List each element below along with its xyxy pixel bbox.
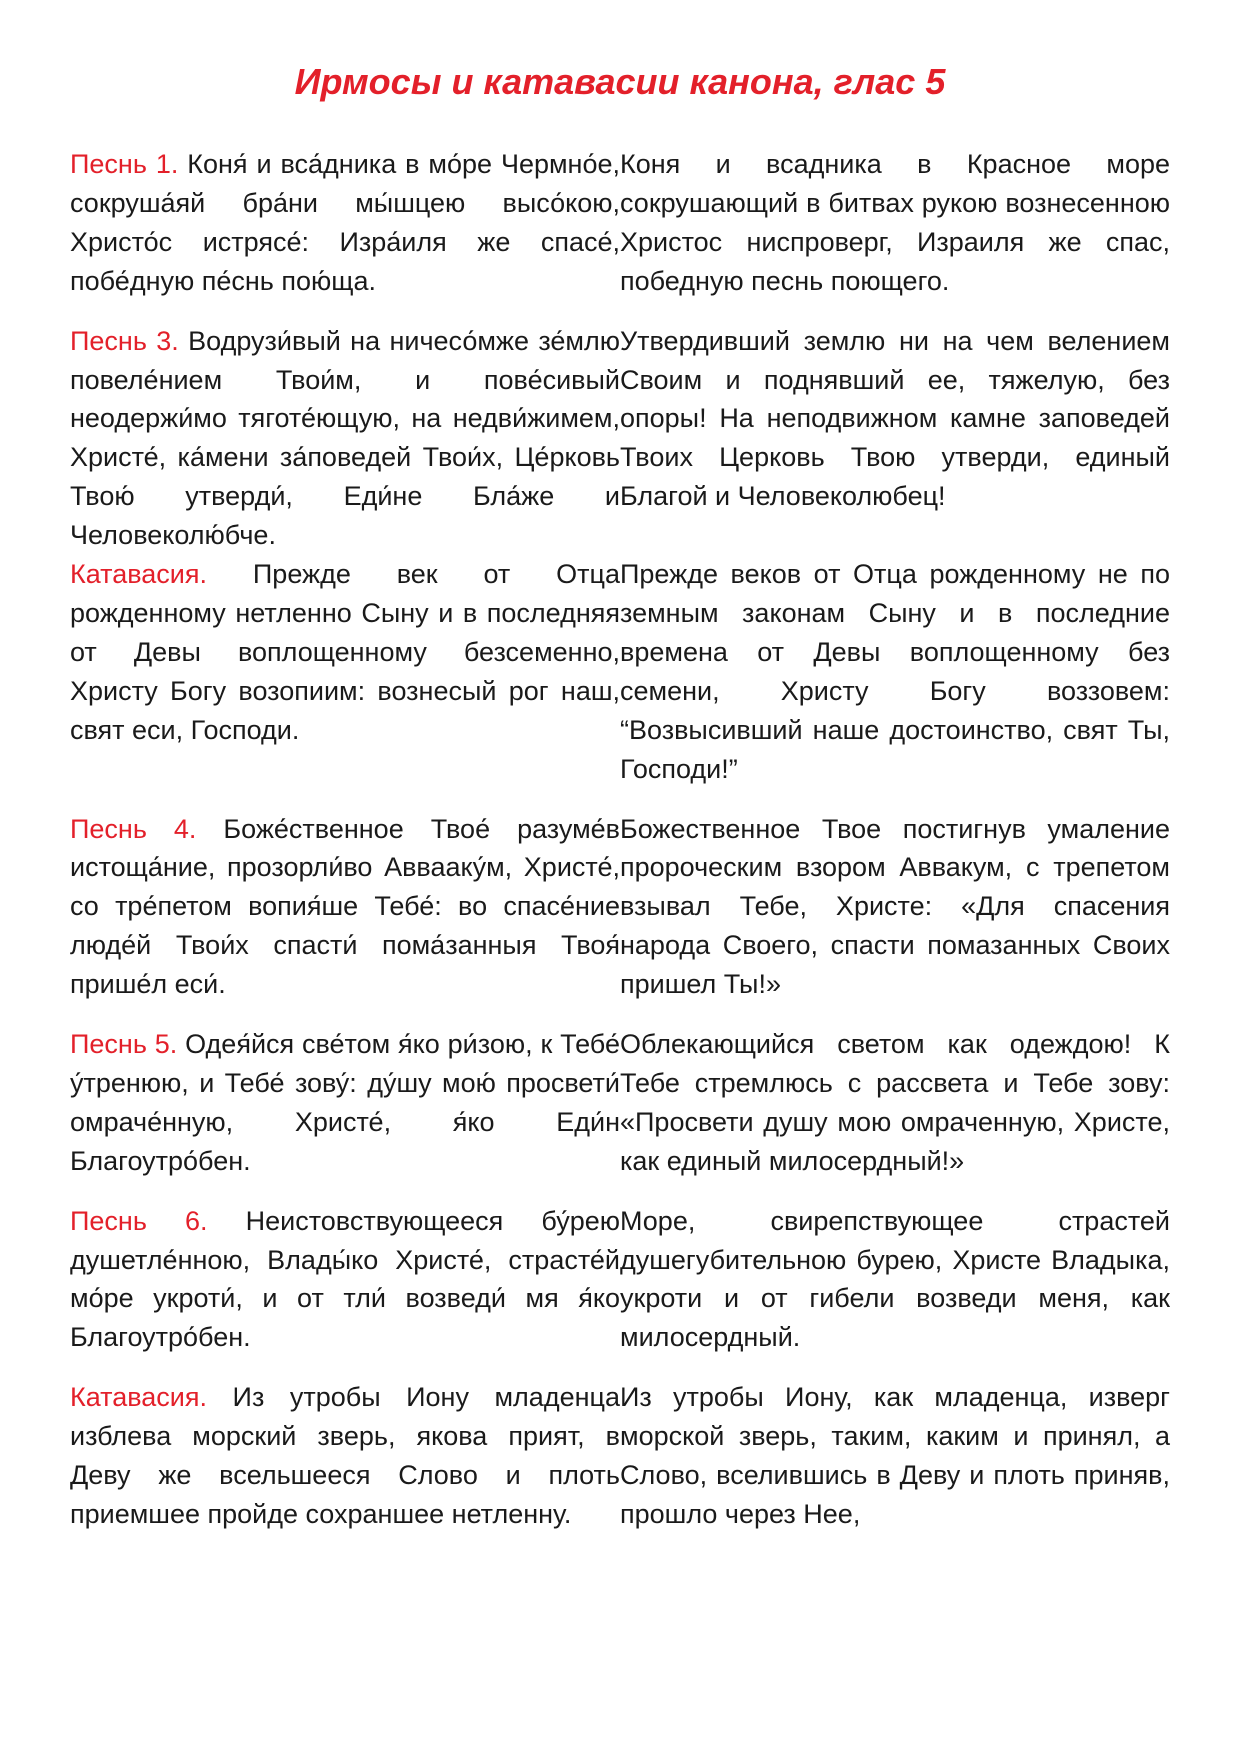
slavonic-body: Из утробы Иону младенца изблева морский зверь, якова прият, в Деву же всельшееся Слово и плоть приемшее пройде сохраншее нетленну. bbox=[70, 1382, 620, 1529]
russian-text: Утвердивший землю ни на чем велением Своим и поднявший ее, тяжелую, без опоры! На неподвижном камне заповедей Твоих Церковь Твою утверди, единый Благой и Человеколюбец! bbox=[620, 325, 1170, 512]
section-row-ode-6 bbox=[70, 1202, 1170, 1358]
slavonic-text bbox=[70, 1202, 620, 1358]
russian-text: Прежде веков от Отца рожденному не по земным законам Сыну и в последние времена от Девы воплощенному без семени, Христу Богу воззовем: “Возвысивший наше достоинство, свят Ты, Господи!” bbox=[620, 559, 1170, 784]
section-label: Песнь 6. bbox=[70, 1205, 208, 1236]
slavonic-text bbox=[70, 1378, 620, 1534]
page-title: Ирмосы и катавасии канона, глас 5 bbox=[294, 61, 946, 102]
slavonic-body: Неистовствующееся бу́рею душетле́нною, Влады́ко Христе́, страсте́й мо́ре укроти́, и от тли́ возведи́ мя я́ко Благоутро́бен. bbox=[70, 1205, 620, 1353]
slavonic-text bbox=[70, 555, 620, 788]
section-label: Песнь 1. bbox=[70, 149, 179, 179]
canon-text bbox=[70, 145, 1170, 1534]
russian-text: Облекающийся светом как одеждою! К Тебе стремлюсь с рассвета и Тебе зову: «Просвети душу мою омраченную, Христе, как единый милосердный!» bbox=[620, 1029, 1170, 1176]
russian-text: Божественное Твое постигнув умаление пророческим взором Аввакум, с трепетом взывал Тебе, Христе: «Для спасения народа Своего, спасти помазанных Своих пришел Ты!» bbox=[620, 813, 1170, 1000]
section-label: Песнь 5. bbox=[70, 1029, 178, 1060]
slavonic-body: Прежде век от Отца рожденному нетленно Сыну и в последняя от Девы воплощенному безсеменно, Христу Богу возопиим: вознесый рог наш, свят еси, Господи. bbox=[70, 559, 620, 745]
slavonic-text bbox=[70, 810, 620, 1005]
slavonic-text bbox=[70, 145, 620, 301]
section-row-ode-4 bbox=[70, 810, 1170, 1005]
slavonic-body: Боже́ственное Твое́ разуме́в истоща́ние, прозорли́во Аввааку́м, Христе́, со тре́петом вопия́ше Тебе́: во спасе́ние люде́й Твои́х спасти́ пома́занныя Твоя́ прише́л еси́. bbox=[70, 813, 620, 1000]
section-label: Песнь 3. bbox=[70, 325, 179, 356]
slavonic-text bbox=[70, 322, 620, 555]
slavonic-body: Одея́йся све́том я́ко ри́зою, к Тебе́ у́тренюю, и Тебе́ зову́: ду́шу мою́ просвети́ омраче́нную, Христе́, я́ко Еди́н Благоутро́бен. bbox=[70, 1029, 620, 1176]
section-row-ode-1 bbox=[70, 145, 1170, 301]
slavonic-body: Коня́ и вса́дника в мо́ре Чермно́е, сокруша́яй бра́ни мы́шцею высо́кою, Христо́с истрясе́: Изра́иля же спасе́, побе́дную пе́снь пою́ща. bbox=[70, 149, 620, 296]
russian-text: Коня и всадника в Красное море сокрушающий в битвах рукою вознесенною Христос ниспроверг, Израиля же спас, победную песнь поющего. bbox=[620, 149, 1170, 296]
section-label: Катавасия. bbox=[70, 1382, 207, 1413]
section-row-ode-5 bbox=[70, 1025, 1170, 1181]
section-label: Катавасия. bbox=[70, 559, 207, 590]
slavonic-text bbox=[70, 1025, 620, 1181]
section-row-ode-3 bbox=[70, 322, 1170, 555]
section-row-katavasia-1 bbox=[70, 555, 1170, 788]
section-row-katavasia-2 bbox=[70, 1378, 1170, 1534]
russian-text: Из утробы Иону, как младенца, изверг морской зверь, таким, каким и принял, а Слово, вселившись в Деву и плоть приняв, прошло через Нее, bbox=[620, 1382, 1170, 1529]
russian-text: Море, свирепствующее страстей душегубительною бурею, Христе Владыка, укроти и от гибели возведи меня, как милосердный. bbox=[620, 1205, 1170, 1353]
slavonic-body: Водрузи́вый на ничесо́мже зе́млю повеле́нием Твои́м, и пове́сивый неодержи́мо тяготе́ющую, на недви́жимем, Христе́, ка́мени за́поведей Твои́х, Це́рковь Твою́ утверди́, Еди́не Бла́же и Человеколю́бче. bbox=[70, 325, 620, 551]
section-label: Песнь 4. bbox=[70, 813, 197, 844]
